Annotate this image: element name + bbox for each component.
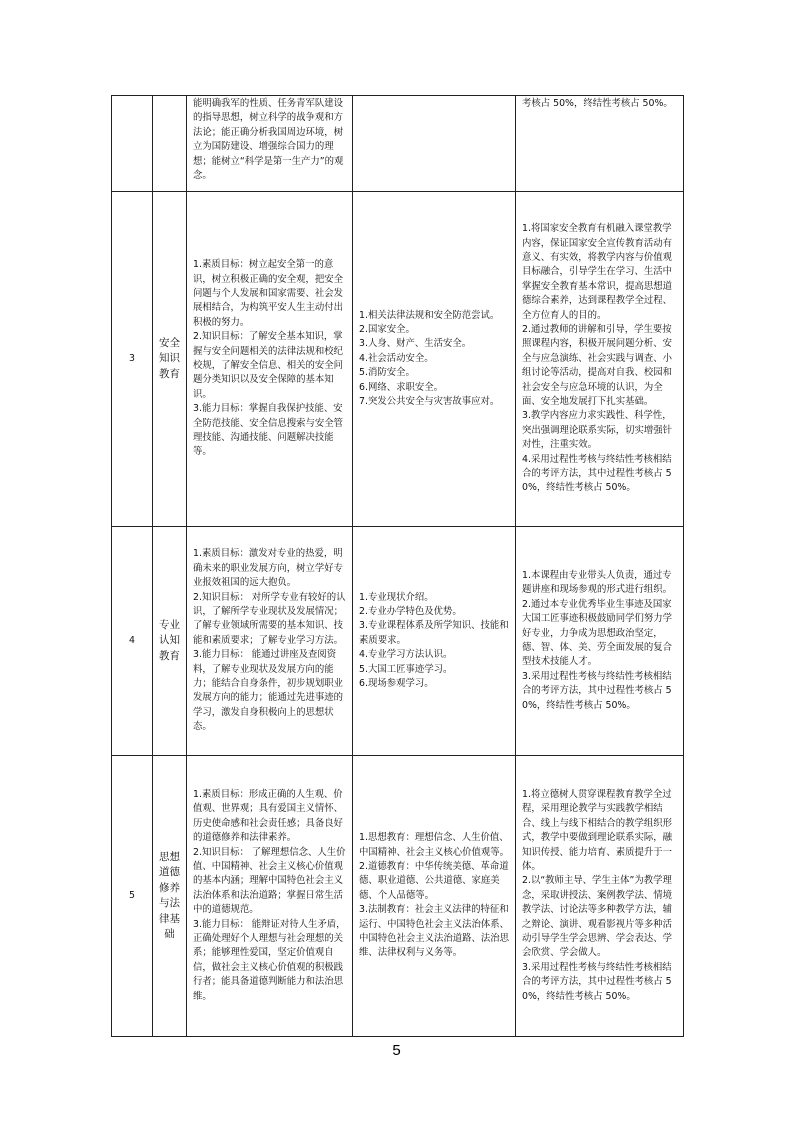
course-content-cell [353, 192, 516, 527]
content-item: 3.专业课程体系及所学知识、技能和素质要求。 [359, 620, 509, 646]
page-number: 5 [392, 1042, 401, 1059]
table-row [112, 527, 684, 756]
row-number-cell [112, 96, 153, 192]
goal-item: 2.知识目标： 对所学专业有较好的认识，了解所学专业现状及发展情况；了解专业领域所需要的基本知识、技能和素质要求；了解专业学习方法。 [193, 591, 346, 646]
content-item: 1.思想教育：理想信念、人生价值、中国精神、社会主义核心价值观等。 [359, 832, 510, 858]
course-content-cell [353, 756, 516, 1037]
content-item: 5.消防安全。 [359, 367, 415, 379]
course-name-cell: 专业认知教育 [153, 527, 187, 756]
requirement-item: 考核占 50%，终结性考核占 50%。 [522, 98, 673, 109]
table-row [112, 192, 684, 527]
requirement-item: 2.通过本专业优秀毕业生事迹及国家大国工匠事迹积极鼓励同学们努力学好专业，力争成为思想政治坚定，德、智、体、美、劳全面发展的复合型技术技能人才。 [522, 598, 673, 668]
course-goals-cell [187, 756, 353, 1037]
course-goals-cell [187, 192, 353, 527]
content-item: 2.专业办学特色及优势。 [359, 605, 462, 617]
content-item: 2.道德教育：中华传统美德、革命道德、职业道德、公共道德、家庭美德、个人品德等。 [359, 860, 509, 901]
course-name-cell [153, 96, 187, 192]
teaching-requirements-cell [516, 96, 684, 192]
goal-item: 1.素质目标：树立起安全第一的意识，树立积极正确的安全观，把安全问题与个人发展和国家需要、社会发展相结合，为构筑平安人生主动付出积极的努力。 [193, 259, 344, 328]
teaching-requirements-cell [516, 192, 684, 527]
content-item: 1.相关法律法规和安全防范尝试。 [359, 309, 500, 321]
goal-item: 1.素质目标：形成正确的人生观、价值观、世界观；具有爱国主义情怀、历史使命感和社会责任感；具备良好的道德修养和法律素养。 [193, 788, 344, 844]
goal-item: 3.能力目标：掌握自我保护技能、安全防范技能、安全信息搜索与安全管理技能、沟通技能、问题解决技能等。 [193, 403, 344, 458]
course-content-cell [353, 527, 516, 756]
requirement-item: 2.通过教师的讲解和引导，学生要按照课程内容，积极开展问题分析、安全与应急演练、社会实践与调查、小组讨论等活动，提高对自我、校园和社会安全与应急环境的认识，为全面、安全地发展打下扎实基础。 [522, 323, 673, 408]
table-row [112, 96, 684, 192]
course-content-cell [353, 96, 516, 192]
content-item: 3.法制教育：社会主义法律的特征和运行、中国特色社会主义法治体系、中国特色社会主义法治道路、法治思维、法律权利与义务等。 [359, 904, 510, 959]
course-name-cell: 思想道德修养与法律基础 [153, 756, 187, 1037]
course-goals-cell [187, 527, 353, 756]
content-item: 7.突发公共安全与灾害故事应对。 [359, 396, 500, 408]
requirement-item: 1.将国家安全教育有机融入课堂教学内容，保证国家安全宣传教育活动有意义、有实效，将教学内容与价值观目标融合，引导学生在学习、生活中掌握安全教育基本常识，提高思想道德综合素养，达到课程教学全过程、全方位育人的目的。 [522, 223, 673, 321]
row-number-cell: 5 [112, 756, 153, 1037]
content-item: 6.网络、求职安全。 [359, 381, 443, 393]
row-number-cell: 3 [112, 192, 153, 527]
course-table [111, 95, 684, 1037]
content-item: 3.人身、财产、生活安全。 [359, 338, 472, 350]
row-number-cell: 4 [112, 527, 153, 756]
teaching-requirements-cell [516, 756, 684, 1037]
content-item: 6.现场参观学习。 [359, 678, 434, 690]
requirement-item: 1.本课程由专业带头人负责，通过专题讲座和现场参观的形式进行组织。 [522, 569, 673, 596]
goal-item: 2.知识目标： 了解理想信念、人生价值、中国精神、社会主义核心价值观的基本内涵；理解中国特色社会主义法治体系和法治道路；掌握日常生活中的道德规范。 [193, 846, 346, 916]
goal-item: 2.知识目标：了解安全基本知识，掌握与安全问题相关的法律法规和校纪校规，了解安全信息、相关的安全问题分类知识以及安全保障的基本知识。 [193, 331, 344, 400]
course-name-cell: 安全知识教育 [153, 192, 187, 527]
goal-item: 3.能力目标： 能辩证对待人生矛盾，正确处理好个人理想与社会理想的关系；能够理性爱国，坚定价值观自信，做社会主义核心价值观的积极践行者；能具备道德判断能力和法治思维。 [193, 918, 346, 1002]
table-row [112, 756, 684, 1037]
goal-item: 3.能力目标： 能通过讲座及查阅资料，了解专业现状及发展方向的能力；能结合自身条件，初步规划职业发展方向的能力；能通过先进事迹的学习，激发自身积极向上的思想状态。 [193, 649, 344, 733]
requirement-item: 4.采用过程性考核与终结性考核相结合的考评方法，其中过程性考核占 50%，终结性考核占 50%。 [522, 453, 672, 494]
requirement-item: 2.以“教师主导、学生主体”为教学理念，采取讲授法、案例教学法、情境教学法、讨论法等多种教学方法，辅之辩论、演讲、观看影视片等多种活动引导学生学会思辨、学会表达、学会欣赏、学会做人。 [522, 875, 673, 959]
content-item: 1.专业现状介绍。 [359, 591, 434, 603]
course-goals-cell [187, 96, 353, 192]
teaching-requirements-cell [516, 527, 684, 756]
content-item: 4.社会活动安全。 [359, 352, 434, 364]
content-item: 2.国家安全。 [359, 323, 415, 335]
content-item: 4.专业学习方法认识。 [359, 649, 453, 661]
requirement-item: 1.将立德树人贯穿课程教育教学全过程，采用理论教学与实践教学相结合、线上与线下相结合的教学组织形式，教学中要做到理论联系实际，融知识传授、能力培育、素质提升于一体。 [522, 788, 673, 872]
goal-item: 1.素质目标：激发对专业的热爱，明确未来的职业发展方向，树立学好专业报效祖国的远大抱负。 [193, 548, 344, 589]
goal-item: 能明确我军的性质、任务青军队建设的指导思想，树立科学的战争观和方法论；能正确分析我国周边环境，树立为国防建设、增强综合国力的理想；能树立“科学是第一生产力”的观念。 [193, 98, 344, 182]
requirement-item: 3.采用过程性考核与终结性考核相结合的考评方法，其中过程性考核占 50%，终结性考核占 50%。 [522, 961, 672, 1002]
content-item: 5.大国工匠事迹学习。 [359, 663, 453, 675]
requirement-item: 3.教学内容应力求实践性、科学性，突出强调理论联系实际，切实增强针对性，注重实效。 [522, 410, 673, 451]
requirement-item: 3.采用过程性考核与终结性考核相结合的考评方法，其中过程性考核占 50%，终结性考核占 50%。 [522, 670, 672, 711]
